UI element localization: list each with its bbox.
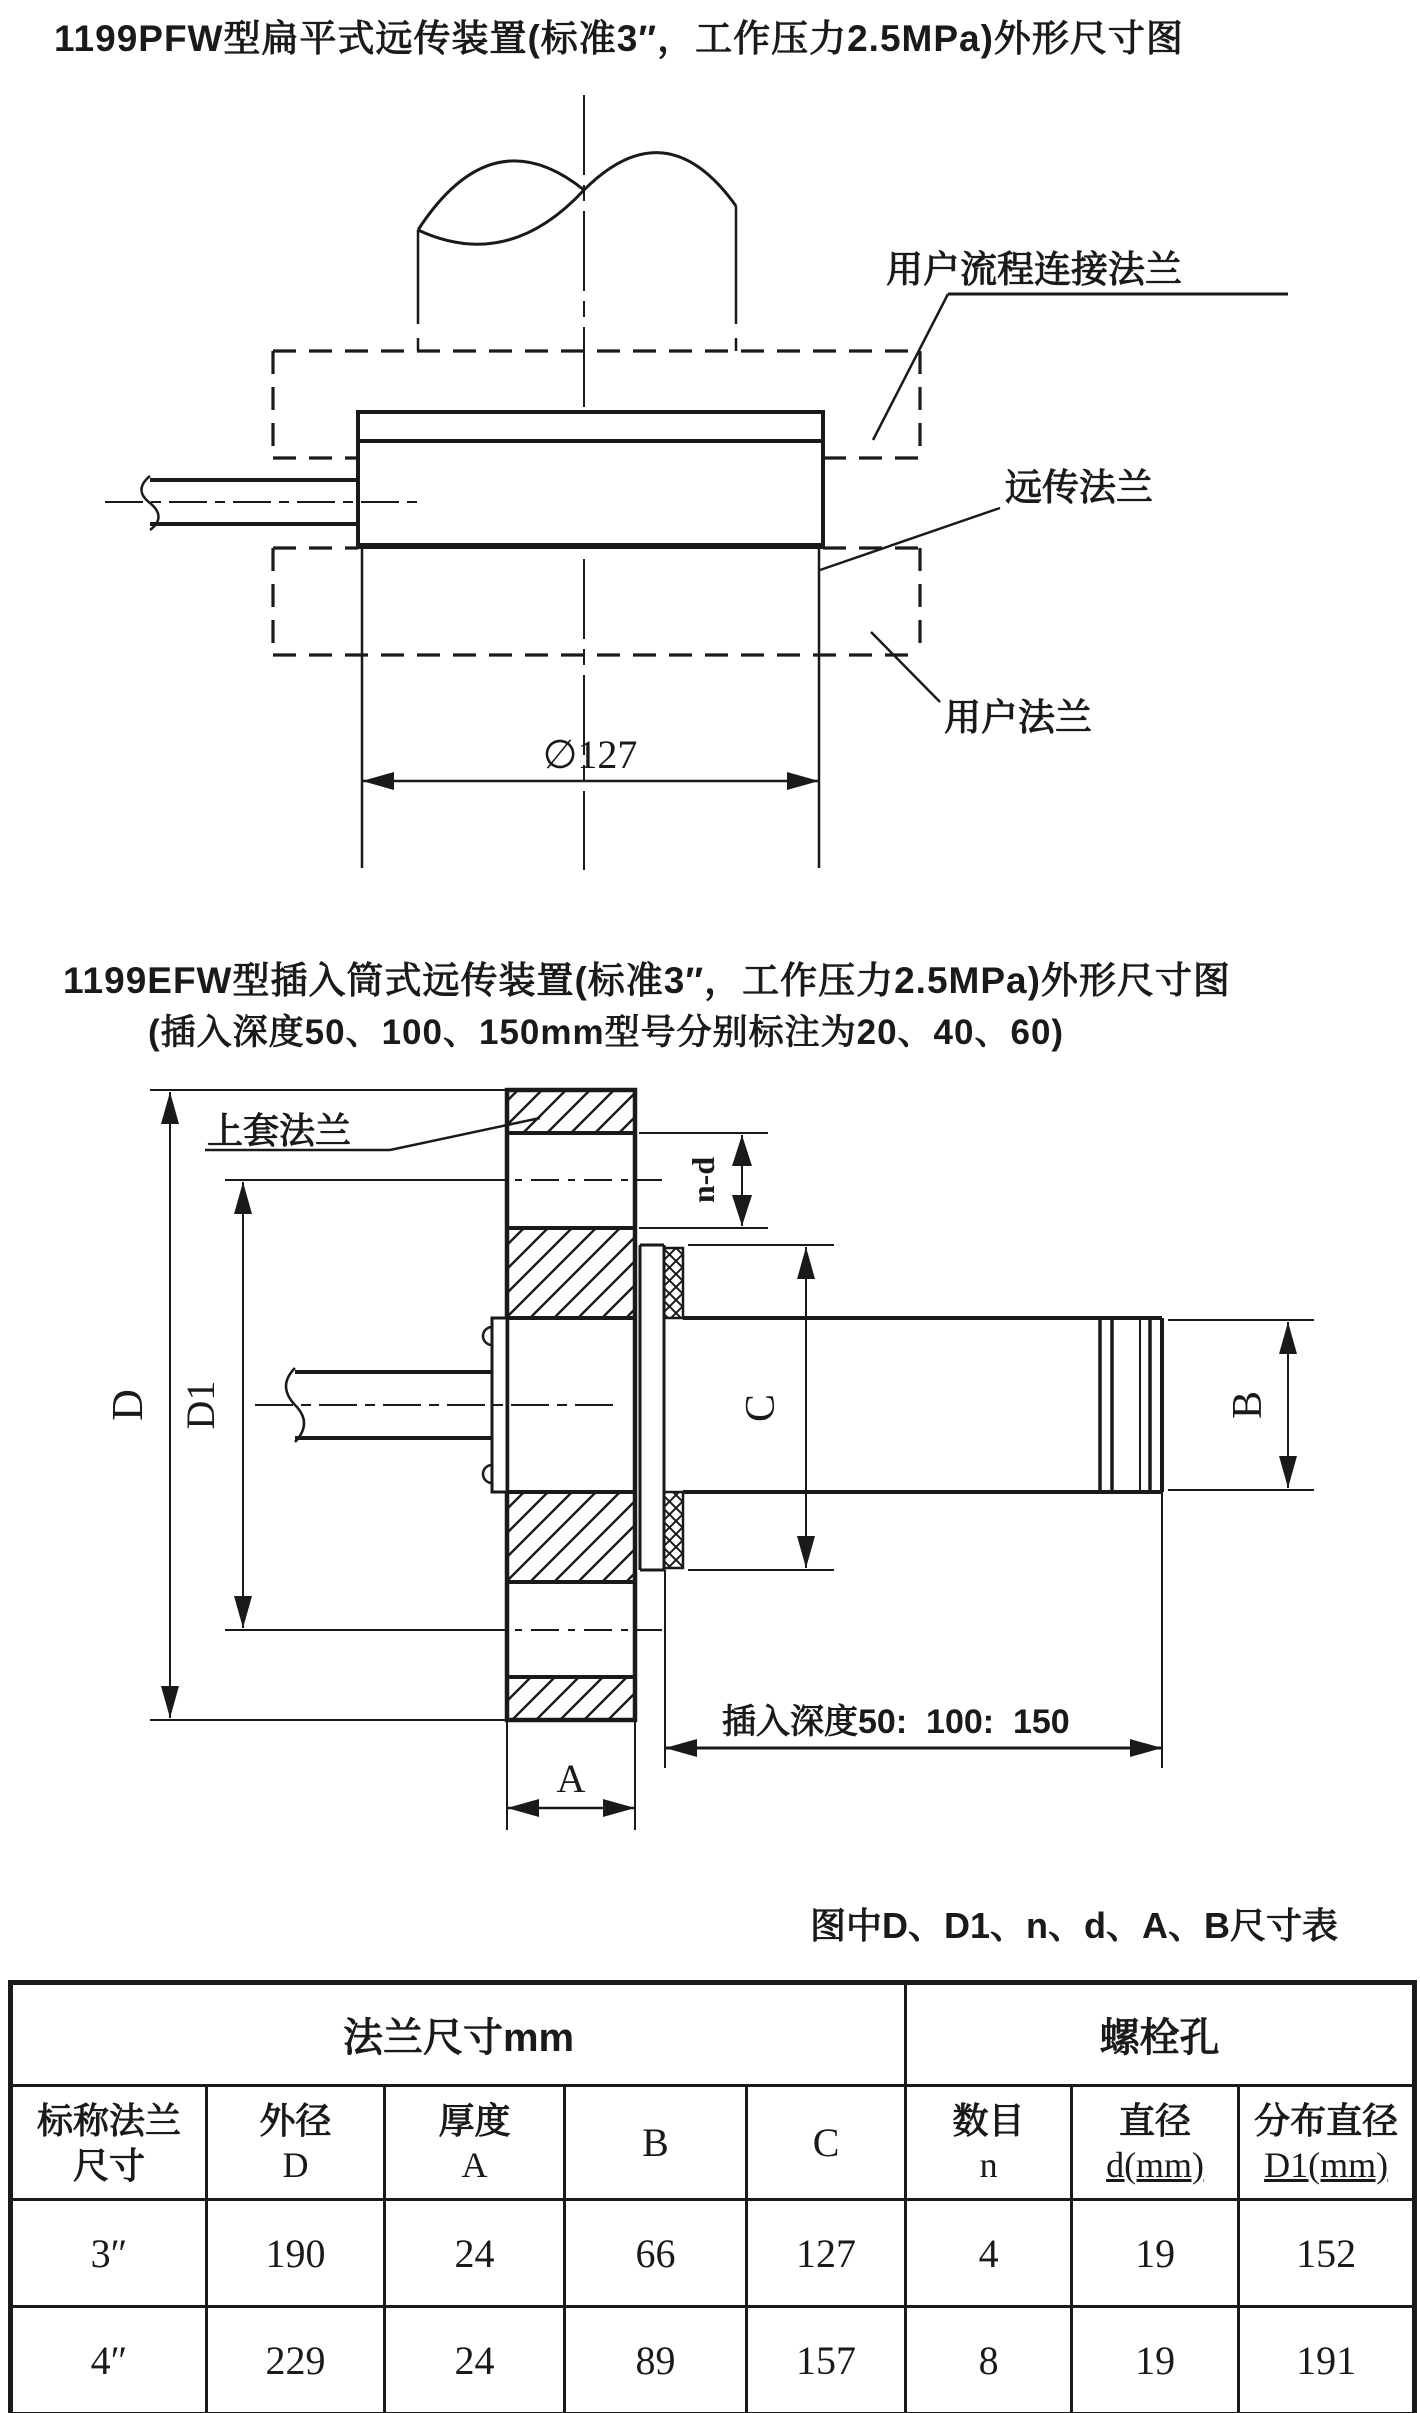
table-cell: 19 — [1072, 2200, 1239, 2307]
column-header-thickness: 厚度 A — [385, 2086, 565, 2200]
pfw-diameter-text: ∅127 — [542, 732, 638, 777]
efw-dim-A-text: A — [556, 1756, 586, 1801]
efw-insertion-depth-text: 插入深度50: 100: 150 — [722, 1703, 1070, 1741]
efw-dim-D-text: D — [103, 1389, 152, 1421]
pfw-pipe-sides — [418, 206, 736, 351]
pfw-pipe-break — [418, 153, 736, 245]
pfw-user-flange-label: 用户法兰 — [944, 697, 1092, 738]
efw-diagram — [0, 1080, 1420, 1880]
table-cell: 3″ — [11, 2200, 207, 2307]
table-cell: 190 — [207, 2200, 385, 2307]
title-efw: 1199EFW型插入筒式远传装置(标准3″，工作压力2.5MPa)外形尺寸图 — [63, 960, 1231, 1001]
dimensions-table — [8, 1980, 1417, 2413]
pfw-diagram — [0, 60, 1420, 900]
table-cell: 19 — [1072, 2307, 1239, 2413]
efw-dim-nd-text: n-d — [685, 1156, 721, 1204]
table-group-header-row — [11, 1983, 1415, 2086]
column-header-hole-diameter: 直径 d(mm) — [1072, 2086, 1239, 2200]
pfw-user-flange-outline — [273, 548, 920, 655]
column-header-outer-diameter: 外径 D — [207, 2086, 385, 2200]
table-row-4inch — [11, 2307, 1415, 2413]
title-efw-note: (插入深度50、100、150mm型号分别标注为20、40、60) — [148, 1013, 1065, 1052]
group-header-bolt-holes: 螺栓孔 — [906, 1983, 1415, 2086]
table-cell: 8 — [906, 2307, 1072, 2413]
table-row-3inch — [11, 2200, 1415, 2307]
pfw-user-process-flange-label: 用户流程连接法兰 — [886, 249, 1182, 290]
table-cell: 191 — [1239, 2307, 1415, 2413]
title-pfw: 1199PFW型扁平式远传装置(标准3″，工作压力2.5MPa)外形尺寸图 — [54, 18, 1184, 59]
efw-dim-D1-text: D1 — [178, 1380, 223, 1430]
table-cell: 4″ — [11, 2307, 207, 2413]
column-header-B: B — [565, 2086, 747, 2200]
table-cell: 127 — [747, 2200, 906, 2307]
column-header-C: C — [747, 2086, 906, 2200]
efw-dim-C-text: C — [738, 1393, 784, 1423]
efw-gasket — [640, 1245, 683, 1570]
table-cell: 89 — [565, 2307, 747, 2413]
efw-upper-sleeve-flange-label: 上套法兰 — [207, 1110, 352, 1151]
column-header-circle-diameter: 分布直径 D1(mm) — [1239, 2086, 1415, 2200]
table-cell: 66 — [565, 2200, 747, 2307]
table-cell: 229 — [207, 2307, 385, 2413]
table-cell: 24 — [385, 2307, 565, 2413]
table-caption: 图中D、D1、n、d、A、B尺寸表 — [810, 1905, 1338, 1946]
table-cell: 152 — [1239, 2200, 1415, 2307]
table-cell: 24 — [385, 2200, 565, 2307]
group-header-flange-dims: 法兰尺寸mm — [11, 1983, 906, 2086]
table-cell: 157 — [747, 2307, 906, 2413]
column-header-nominal-size: 标称法兰 尺寸 — [11, 2086, 207, 2200]
efw-dim-B-text: B — [1225, 1390, 1271, 1420]
pfw-remote-flange-label: 远传法兰 — [1005, 467, 1153, 508]
column-header-count: 数目 n — [906, 2086, 1072, 2200]
table-cell: 4 — [906, 2200, 1072, 2307]
table-column-header-row — [11, 2086, 1415, 2200]
pfw-remote-flange — [356, 412, 825, 868]
